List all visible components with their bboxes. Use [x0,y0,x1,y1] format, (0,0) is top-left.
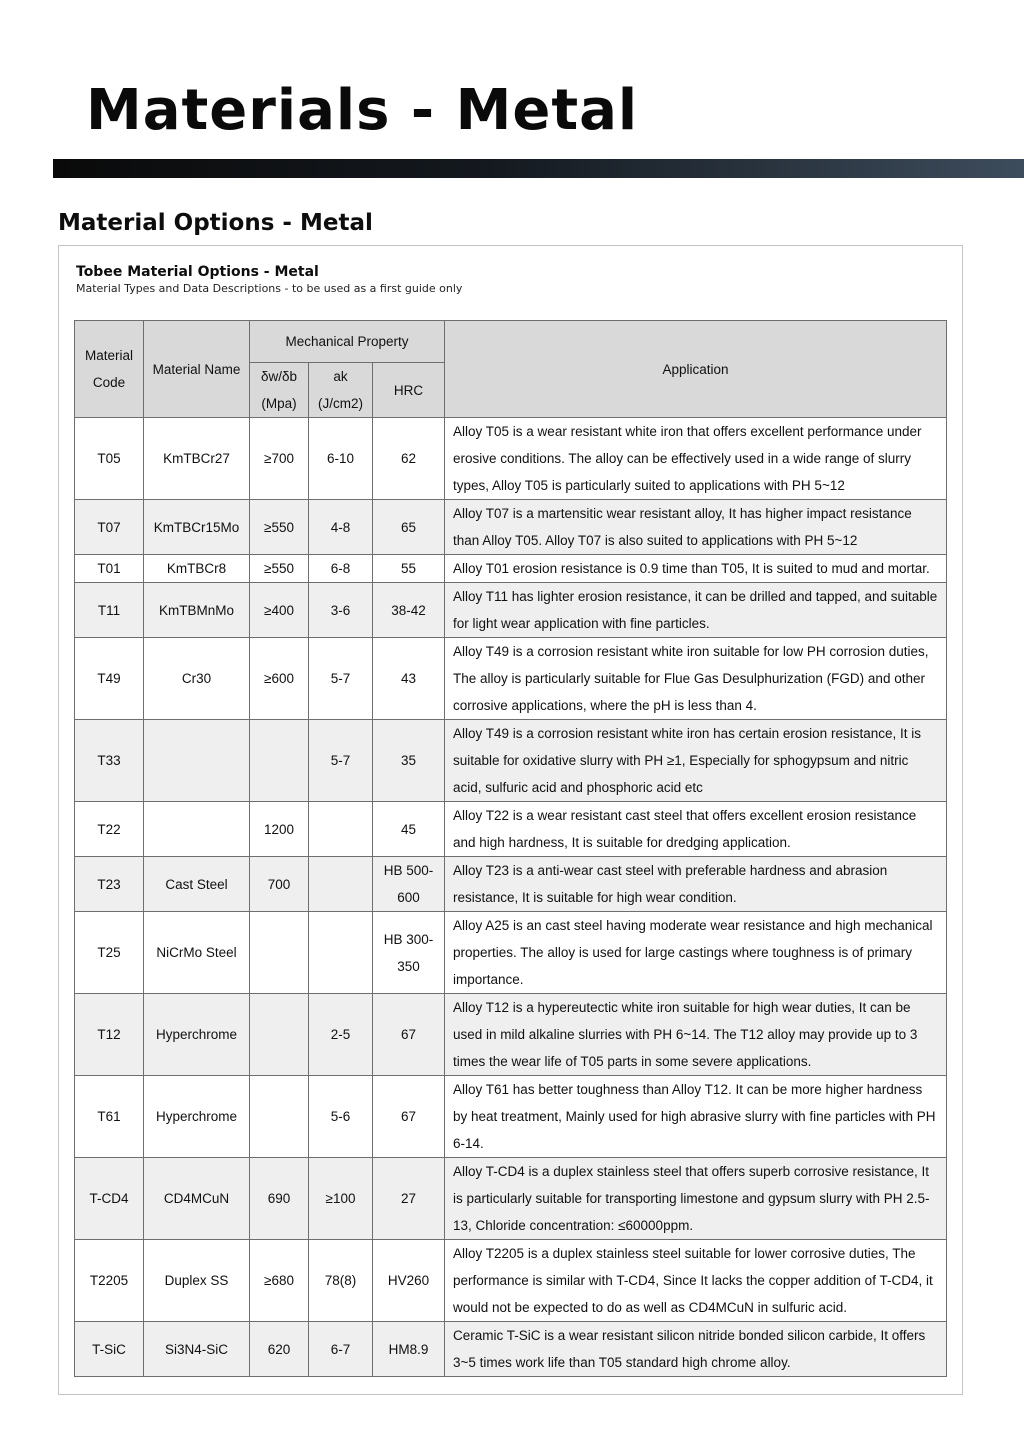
cell-impact [309,912,373,994]
cell-hardness: 38-42 [373,583,445,638]
card-title: Tobee Material Options - Metal [76,264,319,280]
page-title: Materials - Metal [86,78,639,143]
cell-hardness: 62 [373,418,445,500]
header-hardness: HRC [373,363,445,418]
cell-material-code: T2205 [75,1240,144,1322]
table-row [75,1076,947,1158]
header-mechanical-property: Mechanical Property [250,321,445,363]
cell-hardness: 45 [373,802,445,857]
cell-material-name: CD4MCuN [144,1158,250,1240]
table-row [75,1240,947,1322]
cell-material-name: KmTBCr27 [144,418,250,500]
cell-application: Alloy T11 has lighter erosion resistance, it can be drilled and tapped, and suitable for light wear application with fine particles. [445,583,947,638]
table-row [75,500,947,555]
cell-application: Alloy T22 is a wear resistant cast steel that offers excellent erosion resistance and high hardness, It is suitable for dredging application. [445,802,947,857]
card-subtitle: Material Types and Data Descriptions - to be used as a first guide only [76,282,463,295]
table-row [75,1158,947,1240]
cell-material-code: T25 [75,912,144,994]
cell-strength: ≥680 [250,1240,309,1322]
cell-impact: 2-5 [309,994,373,1076]
cell-strength [250,994,309,1076]
table-row [75,555,947,583]
cell-material-code: T01 [75,555,144,583]
cell-strength [250,1076,309,1158]
cell-strength: 700 [250,857,309,912]
cell-material-name: Hyperchrome [144,1076,250,1158]
cell-application: Alloy T49 is a corrosion resistant white iron has certain erosion resistance, It is suitable for oxidative slurry with PH ≥1, Especially for sphogypsum and nitric acid, sulfuric acid and phosphoric acid etc [445,720,947,802]
cell-hardness: HB 300-350 [373,912,445,994]
cell-material-name: KmTBCr8 [144,555,250,583]
cell-hardness: 65 [373,500,445,555]
header-strength: δw/δb (Mpa) [250,363,309,418]
cell-impact: 6-7 [309,1322,373,1377]
header-application: Application [445,321,947,418]
cell-material-name: NiCrMo Steel [144,912,250,994]
cell-impact [309,857,373,912]
cell-material-code: T22 [75,802,144,857]
cell-strength: 1200 [250,802,309,857]
cell-application: Alloy T05 is a wear resistant white iron that offers excellent performance under erosive conditions. The alloy can be effectively used in a wide range of slurry types, Alloy T05 is particularly suited to applications with PH 5~12 [445,418,947,500]
cell-impact: ≥100 [309,1158,373,1240]
table-row [75,857,947,912]
cell-material-name [144,802,250,857]
cell-strength: ≥400 [250,583,309,638]
cell-application: Alloy T2205 is a duplex stainless steel suitable for lower corrosive duties, The performance is similar with T-CD4, Since It lacks the copper addition of T-CD4, it would not be expected to do as well as CD4MCuN in sulfuric acid. [445,1240,947,1322]
cell-hardness: 67 [373,1076,445,1158]
cell-hardness: 43 [373,638,445,720]
cell-impact: 5-7 [309,720,373,802]
cell-material-code: T-SiC [75,1322,144,1377]
cell-material-name: Si3N4-SiC [144,1322,250,1377]
section-title: Material Options - Metal [58,210,373,236]
cell-impact: 6-10 [309,418,373,500]
cell-hardness: HM8.9 [373,1322,445,1377]
table-row [75,720,947,802]
cell-application: Alloy T-CD4 is a duplex stainless steel that offers superb corrosive resistance, It is particularly suitable for transporting limestone and gypsum slurry with PH 2.5-13, Chloride concentration: ≤60000ppm. [445,1158,947,1240]
cell-strength: ≥550 [250,555,309,583]
cell-material-name: KmTBMnMo [144,583,250,638]
cell-hardness: 55 [373,555,445,583]
cell-application: Alloy T01 erosion resistance is 0.9 time than T05, It is suited to mud and mortar. [445,555,947,583]
cell-strength [250,720,309,802]
cell-application: Ceramic T-SiC is a wear resistant silicon nitride bonded silicon carbide, It offers 3~5 times work life than T05 standard high chrome alloy. [445,1322,947,1377]
cell-impact: 3-6 [309,583,373,638]
cell-impact [309,802,373,857]
table-row [75,583,947,638]
cell-material-name: KmTBCr15Mo [144,500,250,555]
cell-material-code: T12 [75,994,144,1076]
cell-application: Alloy T23 is a anti-wear cast steel with preferable hardness and abrasion resistance, It is suitable for high wear condition. [445,857,947,912]
cell-hardness: HV260 [373,1240,445,1322]
cell-strength [250,912,309,994]
cell-hardness: HB 500-600 [373,857,445,912]
materials-table [74,320,947,1377]
table-row [75,802,947,857]
cell-material-code: T61 [75,1076,144,1158]
cell-hardness: 67 [373,994,445,1076]
cell-strength: 620 [250,1322,309,1377]
cell-impact: 5-7 [309,638,373,720]
cell-application: Alloy T07 is a martensitic wear resistant alloy, It has higher impact resistance than Alloy T05. Alloy T07 is also suited to applications with PH 5~12 [445,500,947,555]
cell-material-code: T-CD4 [75,1158,144,1240]
cell-material-code: T49 [75,638,144,720]
title-divider-bar [53,159,1024,178]
cell-material-name: Cast Steel [144,857,250,912]
cell-material-code: T23 [75,857,144,912]
cell-application: Alloy T12 is a hypereutectic white iron suitable for high wear duties, It can be used in mild alkaline slurries with PH 6~14. The T12 alloy may provide up to 3 times the wear life of T05 parts in some severe applications. [445,994,947,1076]
cell-material-name: Cr30 [144,638,250,720]
cell-material-code: T33 [75,720,144,802]
cell-impact: 6-8 [309,555,373,583]
cell-material-name: Hyperchrome [144,994,250,1076]
table-row [75,912,947,994]
cell-material-name [144,720,250,802]
cell-application: Alloy A25 is an cast steel having moderate wear resistance and high mechanical properties. The alloy is used for large castings where toughness is of primary importance. [445,912,947,994]
cell-hardness: 27 [373,1158,445,1240]
header-material-code: Material Code [75,321,144,418]
cell-material-code: T07 [75,500,144,555]
table-row [75,418,947,500]
cell-impact: 4-8 [309,500,373,555]
cell-material-name: Duplex SS [144,1240,250,1322]
cell-hardness: 35 [373,720,445,802]
cell-impact: 78(8) [309,1240,373,1322]
header-material-name: Material Name [144,321,250,418]
cell-strength: 690 [250,1158,309,1240]
table-row [75,638,947,720]
cell-application: Alloy T49 is a corrosion resistant white iron suitable for low PH corrosion duties, The alloy is particularly suitable for Flue Gas Desulphurization (FGD) and other corrosive applications, where the pH is less than 4. [445,638,947,720]
cell-application: Alloy T61 has better toughness than Alloy T12. It can be more higher hardness by heat treatment, Mainly used for high abrasive slurry with fine particles with PH 6-14. [445,1076,947,1158]
cell-strength: ≥550 [250,500,309,555]
header-impact: ak (J/cm2) [309,363,373,418]
cell-material-code: T11 [75,583,144,638]
cell-material-code: T05 [75,418,144,500]
cell-impact: 5-6 [309,1076,373,1158]
cell-strength: ≥600 [250,638,309,720]
table-row [75,1322,947,1377]
table-row [75,994,947,1076]
cell-strength: ≥700 [250,418,309,500]
